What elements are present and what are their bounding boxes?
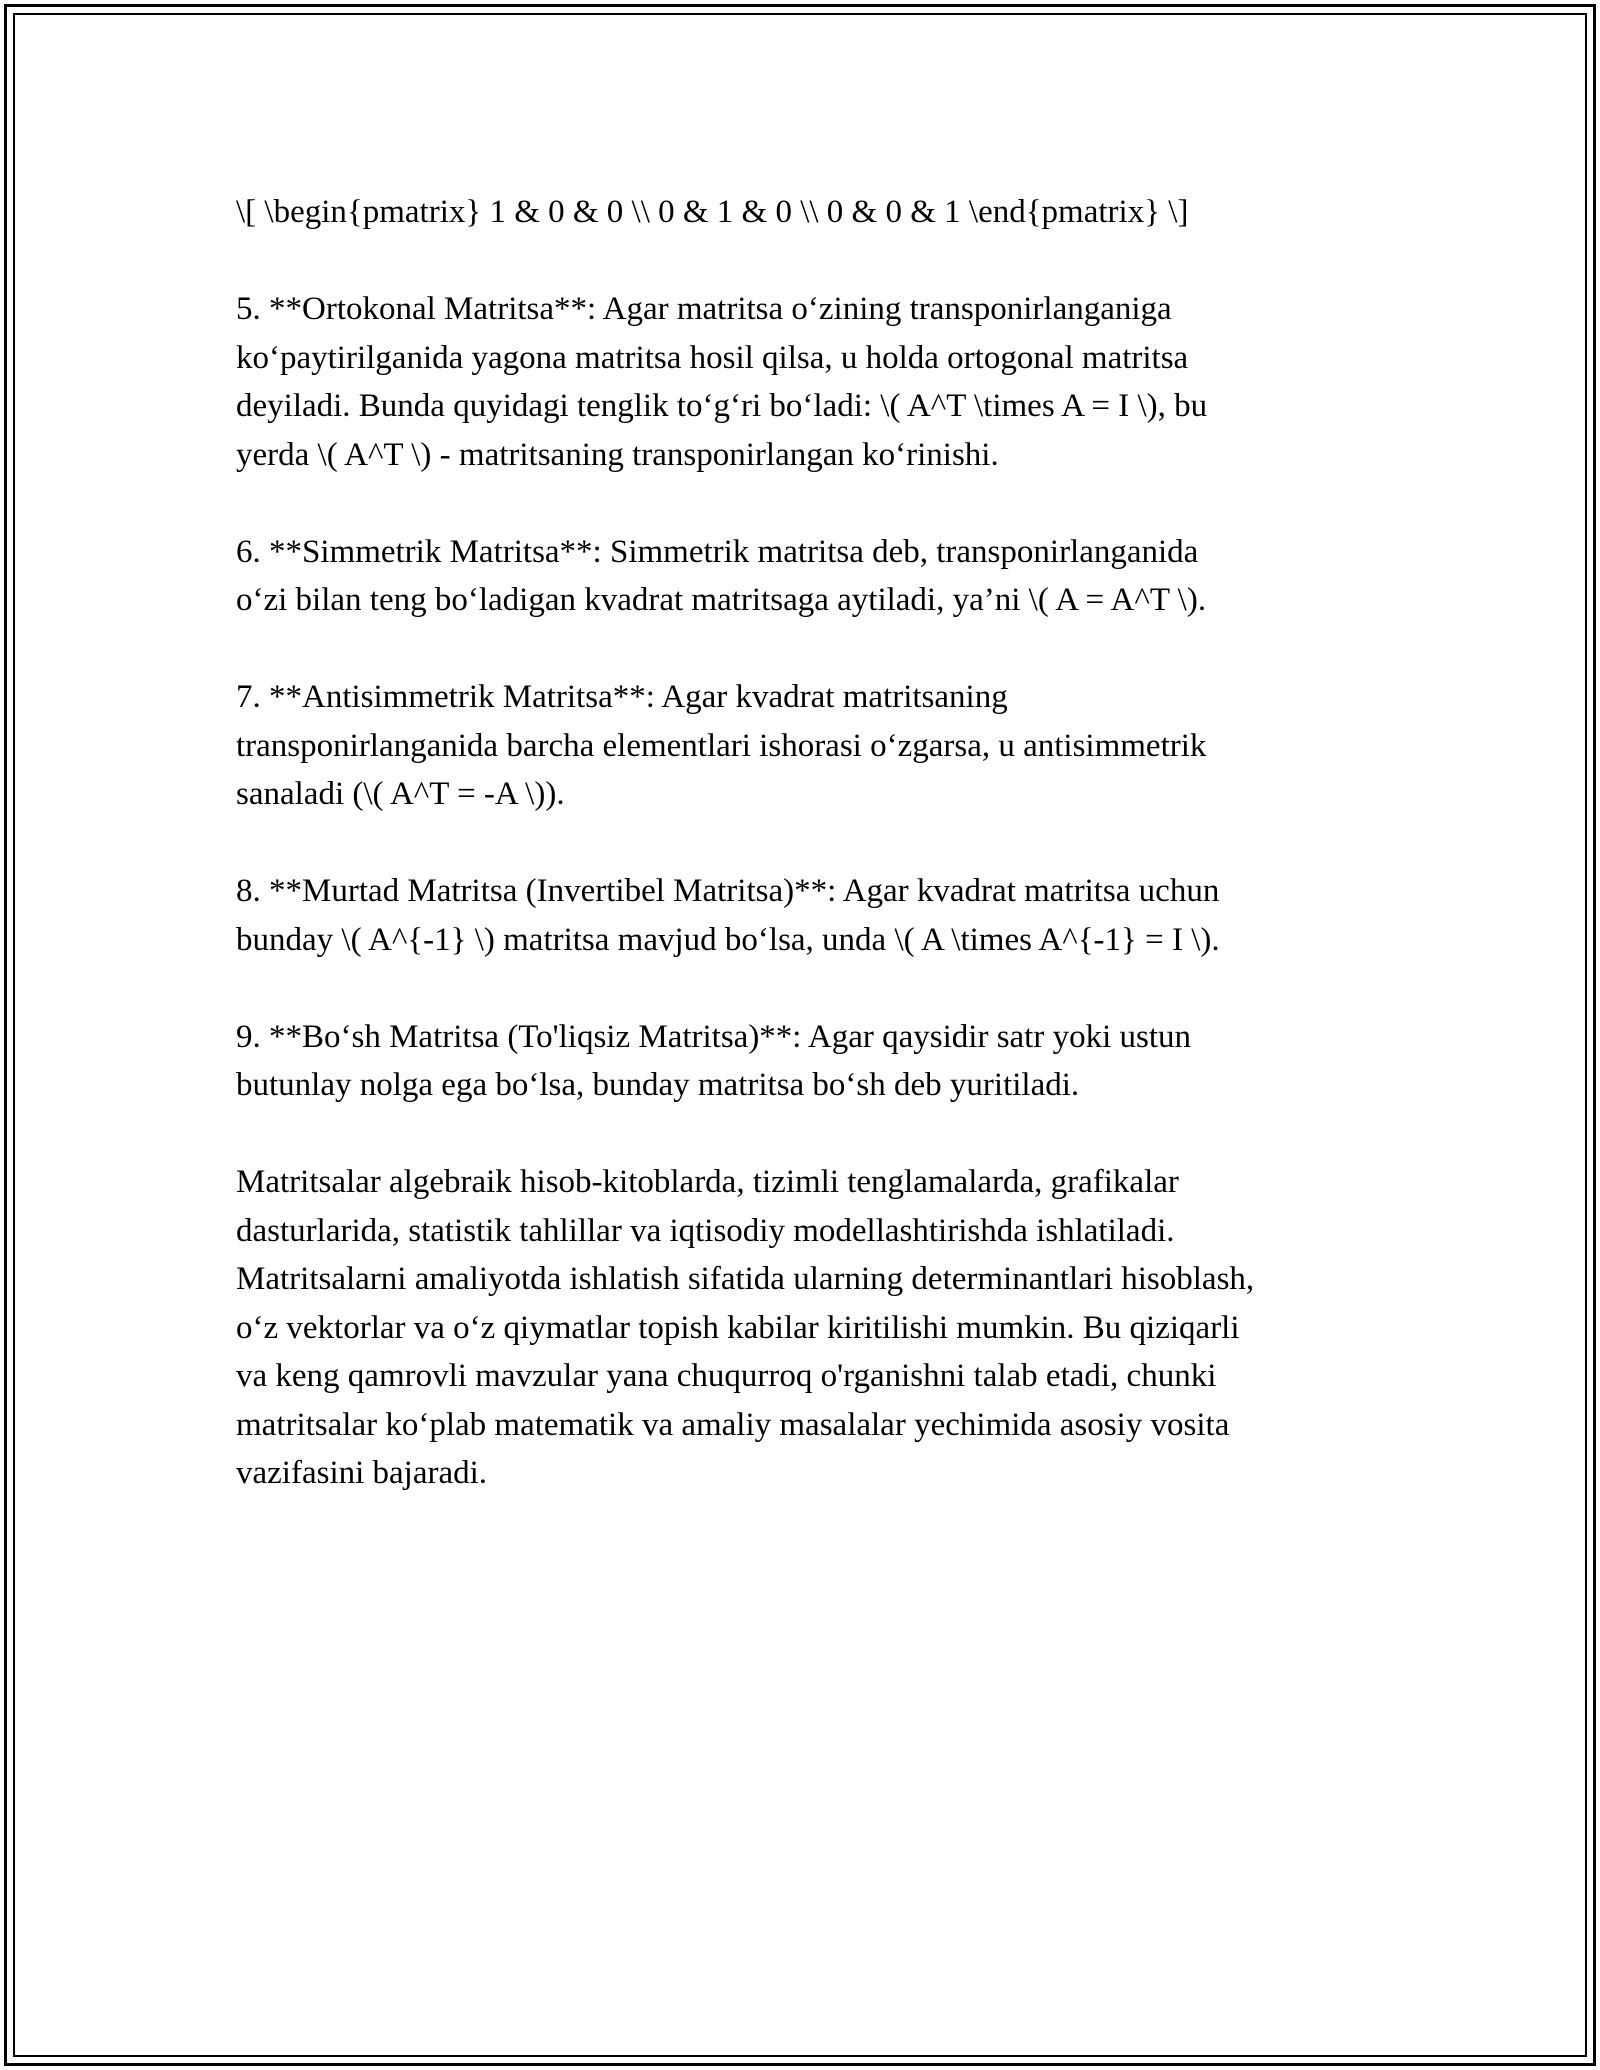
item-empty-matrix: 9. **Bo‘sh Matritsa (To'liqsiz Matritsa)**: Agar qaysidir satr yoki ustun butunlay nolga ega bo‘lsa, bunday matritsa bo‘sh deb yuritiladi. (236, 1018, 1192, 1103)
matrix-formula: \[ \begin{pmatrix} 1 & 0 & 0 \\ 0 & 1 & 0 \\ 0 & 0 & 1 \end{pmatrix} \] (236, 194, 1189, 230)
document-body (236, 188, 1386, 1498)
item-symmetric-matrix: 6. **Simmetrik Matritsa**: Simmetrik matritsa deb, transponirlanganida o‘zi bilan teng bo‘ladigan kvadrat matritsaga aytiladi, ya’ni \( A = A^T \). (236, 533, 1207, 618)
item-invertible-matrix: 8. **Murtad Matritsa (Invertibel Matritsa)**: Agar kvadrat matritsa uchun bunday \( A^{-1} \) matritsa mavjud bo‘lsa, unda \( A \times A^{-1} = I \). (236, 873, 1220, 958)
item-orthogonal-matrix: 5. **Ortokonal Matritsa**: Agar matritsa o‘zining transponirlanganiga ko‘paytirilganida yagona matritsa hosil qilsa, u holda ortogonal matritsa deyiladi. Bunda quyidagi tenglik to‘g‘ri bo‘ladi: \( A^T \times A = I \), bu yerda \( A^T \) - matritsaning transponirlangan ko‘rinishi. (236, 291, 1208, 473)
item-antisymmetric-matrix: 7. **Antisimmetrik Matritsa**: Agar kvadrat matritsaning transponirlanganida barcha elementlari ishorasi o‘zgarsa, u antisimmetrik sanaladi (\( A^T = -A \)). (236, 679, 1207, 812)
conclusion-paragraph: Matritsalar algebraik hisob-kitoblarda, tizimli tenglamalarda, grafikalar dasturlarida, statistik tahlillar va iqtisodiy modellashtirishda ishlatiladi. Matritsalarni amaliyotda ishlatish sifatida ularning determinantlari hisoblash, o‘z vektorlar va o‘z qiymatlar topish kabilar kiritilishi mumkin. Bu qiziqarli va keng qamrovli mavzular yana chuqurroq o'rganishni talab etadi, chunki matritsalar ko‘plab matematik va amaliy masalalar yechimida asosiy vosita vazifasini bajaradi. (236, 1164, 1255, 1491)
